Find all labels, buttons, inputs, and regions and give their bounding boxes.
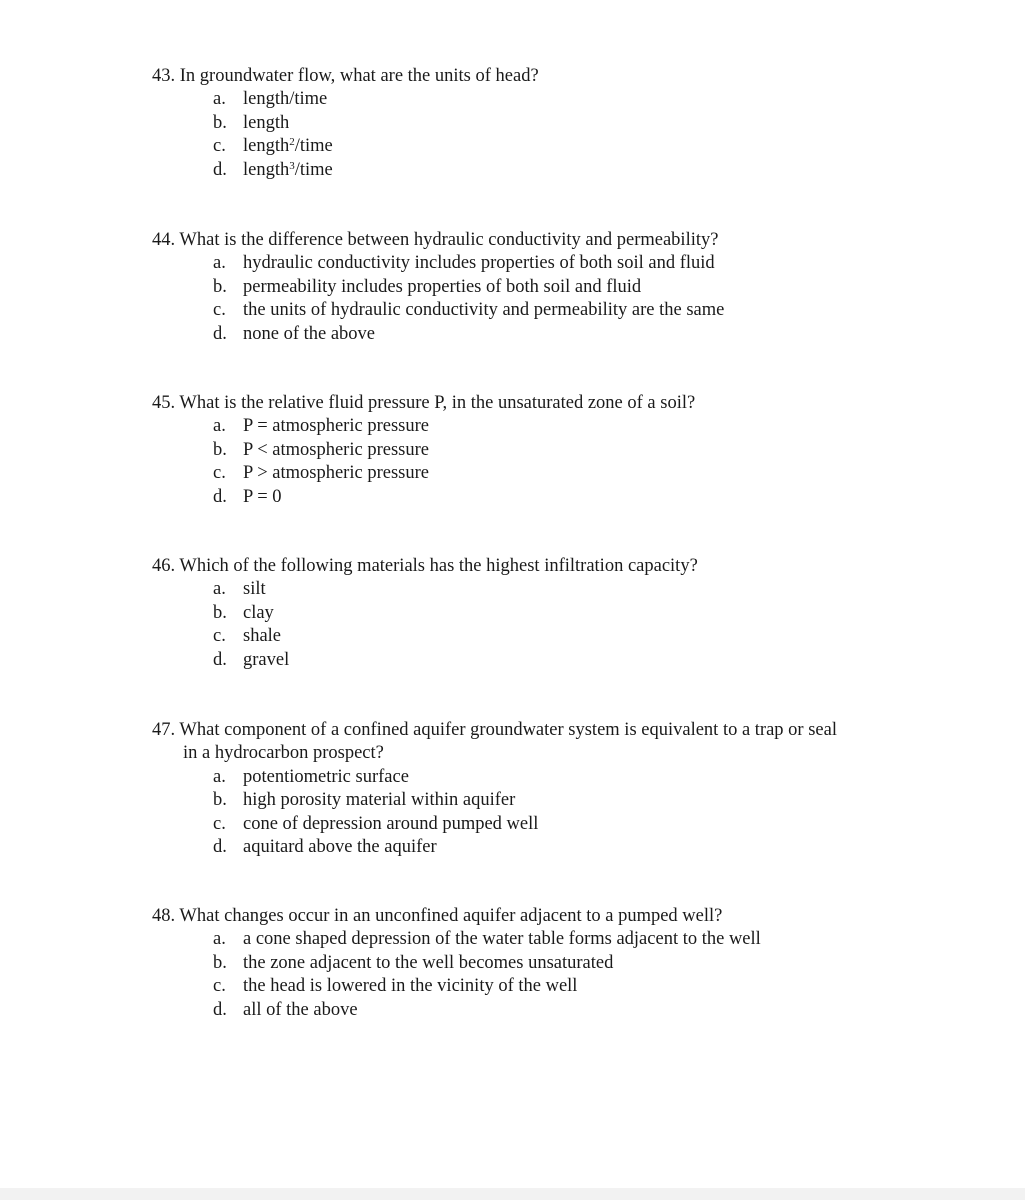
option-text: hydraulic conductivity includes properties of both soil and fluid — [243, 253, 715, 274]
option-b — [152, 276, 932, 299]
question-text: What changes occur in an unconfined aquifer adjacent to a pumped well? — [179, 906, 723, 926]
option-c — [152, 299, 932, 322]
question-46 — [152, 555, 932, 672]
option-text: the head is lowered in the vicinity of the well — [243, 976, 578, 997]
option-c — [152, 813, 932, 836]
option-d — [152, 836, 932, 859]
question-stem — [152, 555, 932, 578]
option-a — [152, 415, 932, 438]
question-text: What is the relative fluid pressure P, in the unsaturated zone of a soil? — [179, 393, 696, 413]
option-letter: b. — [213, 952, 227, 973]
option-list — [152, 766, 932, 860]
question-44 — [152, 229, 932, 346]
question-47 — [152, 719, 932, 859]
question-48 — [152, 905, 932, 1022]
option-text: clay — [243, 602, 274, 623]
option-a — [152, 252, 932, 275]
option-letter: a. — [213, 253, 226, 274]
option-letter: c. — [213, 463, 226, 484]
question-text: Which of the following materials has the highest infiltration capacity? — [179, 556, 698, 576]
question-text: In groundwater flow, what are the units of head? — [179, 66, 539, 86]
option-text: length — [243, 112, 290, 133]
option-c — [152, 135, 932, 158]
option-text: a cone shaped depression of the water table forms adjacent to the well — [243, 929, 761, 950]
option-b — [152, 602, 932, 625]
question-stem — [152, 65, 932, 88]
option-letter: b. — [213, 112, 227, 133]
option-letter: a. — [213, 579, 226, 600]
option-d — [152, 649, 932, 672]
option-letter: a. — [213, 929, 226, 950]
option-text: high porosity material within aquifer — [243, 790, 516, 811]
option-text-base: length — [243, 136, 290, 157]
option-letter: c. — [213, 300, 226, 321]
option-list — [152, 415, 932, 509]
option-letter: b. — [213, 602, 227, 623]
option-text: P < atmospheric pressure — [243, 439, 429, 460]
option-list — [152, 252, 932, 346]
question-number: 46. — [152, 556, 176, 576]
option-list — [152, 928, 932, 1022]
option-letter: a. — [213, 416, 226, 437]
option-text: length/time — [243, 89, 328, 110]
page-bottom-edge — [0, 1188, 1025, 1200]
question-number: 44. — [152, 230, 176, 250]
option-text: cone of depression around pumped well — [243, 813, 539, 834]
question-stem — [152, 905, 932, 928]
option-letter: a. — [213, 766, 226, 787]
option-a — [152, 766, 932, 789]
option-text: all of the above — [243, 999, 358, 1020]
option-letter: c. — [213, 136, 226, 157]
option-c — [152, 462, 932, 485]
option-letter: a. — [213, 89, 226, 110]
question-number: 47. — [152, 720, 176, 740]
option-text: the zone adjacent to the well becomes unsaturated — [243, 952, 614, 973]
superscript: 2 — [289, 136, 295, 149]
question-43 — [152, 65, 932, 182]
option-letter: b. — [213, 790, 227, 811]
option-d — [152, 159, 932, 182]
option-letter: d. — [213, 649, 227, 670]
option-letter: c. — [213, 976, 226, 997]
option-letter: d. — [213, 999, 227, 1020]
question-stem — [152, 392, 932, 415]
option-letter: c. — [213, 813, 226, 834]
option-b — [152, 952, 932, 975]
option-a — [152, 88, 932, 111]
option-text: gravel — [243, 649, 290, 670]
option-b — [152, 439, 932, 462]
option-text: P = atmospheric pressure — [243, 416, 429, 437]
question-45 — [152, 392, 932, 509]
question-text-continuation: in a hydrocarbon prospect? — [183, 743, 384, 764]
option-letter: c. — [213, 626, 226, 647]
option-text: none of the above — [243, 323, 376, 344]
superscript: 3 — [289, 159, 295, 172]
option-d — [152, 323, 932, 346]
option-c — [152, 975, 932, 998]
option-text: silt — [243, 579, 266, 600]
question-number: 45. — [152, 393, 176, 413]
option-a — [152, 578, 932, 601]
option-text-after: /time — [294, 159, 333, 180]
option-text: P > atmospheric pressure — [243, 463, 429, 484]
option-text: permeability includes properties of both soil and fluid — [243, 276, 642, 297]
option-letter: d. — [213, 837, 227, 858]
option-text: aquitard above the aquifer — [243, 837, 437, 858]
option-text-after: /time — [294, 136, 333, 157]
question-stem — [152, 719, 932, 742]
option-d — [152, 999, 932, 1022]
option-letter: b. — [213, 439, 227, 460]
question-text: What is the difference between hydraulic conductivity and permeability? — [179, 230, 719, 250]
option-text: P = 0 — [243, 486, 282, 507]
option-letter: d. — [213, 159, 227, 180]
option-a — [152, 928, 932, 951]
option-letter: d. — [213, 486, 227, 507]
option-b — [152, 112, 932, 135]
option-text: the units of hydraulic conductivity and permeability are the same — [243, 300, 725, 321]
option-d — [152, 486, 932, 509]
option-c — [152, 625, 932, 648]
option-text-base: length — [243, 159, 290, 180]
question-stem — [152, 229, 932, 252]
option-list — [152, 578, 932, 672]
option-b — [152, 789, 932, 812]
option-text: potentiometric surface — [243, 766, 409, 787]
question-number: 43. — [152, 66, 176, 86]
question-number: 48. — [152, 906, 176, 926]
option-letter: b. — [213, 276, 227, 297]
option-text: shale — [243, 626, 282, 647]
question-text: What component of a confined aquifer groundwater system is equivalent to a trap or seal — [179, 720, 837, 740]
option-letter: d. — [213, 323, 227, 344]
option-list — [152, 88, 932, 182]
